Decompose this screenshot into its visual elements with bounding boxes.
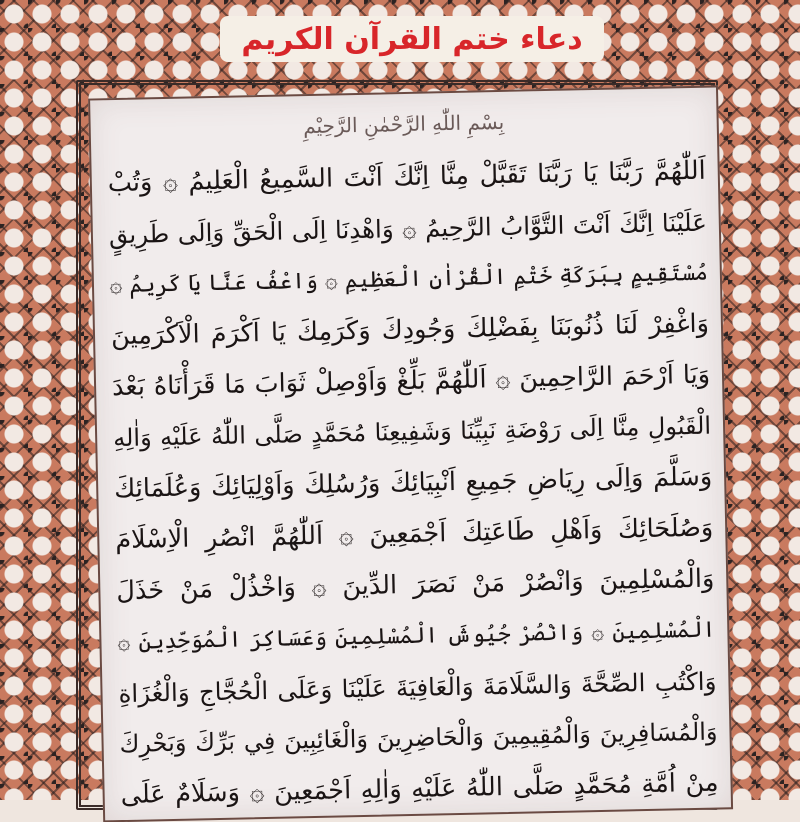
prayer-page	[88, 85, 733, 822]
basmala: بِسْمِ اللّٰهِ الرَّحْمٰنِ الرَّحِيْمِ	[302, 109, 505, 139]
prayer-line: اَللّٰهُمَّ رَبَّنَا يَا رَبَّنَا تَقَبَّلْ مِنَّا اِنَّكَ اَنْتَ السَّمِيعُ الْعَلِيمُ ۞ وَتُبْ	[107, 155, 707, 199]
prayer-line: وَيَا اَرْحَمَ الرَّاحِمِينَ ۞ اَللّٰهُمَّ بَلِّغْ وَاَوْصِلْ ثَوَابَ مَا قَرَأْنَاهُ بَعْدَ	[111, 359, 711, 403]
prayer-line: مُسْتَقِيمٍ بِبَرَكَةِ خَتْمِ الْقُرْاٰنِ الْعَظِيمِ ۞ وَاعْفُ عَنَّا يَا كَرِيمُ ۞	[109, 260, 709, 299]
prayer-line: وَالْمُسَافِرِينَ وَالْمُقِيمِينَ وَالْحَاضِرِينَ وَالْغَائِبِينَ فِي بَرِّكَ وَبَحْرِكَ	[119, 717, 718, 759]
prayer-text	[107, 146, 719, 821]
prayer-line: وَالْمُسْلِمِينَ وَانْصُرْ مَنْ نَصَرَ الدِّينَ ۞ وَاخْذُلْ مَنْ خَذَلَ	[116, 563, 715, 607]
prayer-line: وَاكْتُبِ الصِّحَّةَ وَالسَّلَامَةَ وَالْعَافِيَةَ عَلَيْنَا وَعَلَى الْحُجَّاجِ وَالْغُزَاةِ	[118, 666, 717, 709]
prayer-line: الْمُسْلِمِينَ ۞ وَانْصُرْ جُيُوشَ الْمُسْلِمِينَ وَعَسَاكِرَ الْمُوَحِّدِينَ ۞	[117, 617, 716, 656]
prayer-line: الْقَبُولِ مِنَّا اِلَى رَوْضَةِ نَبِيِّنَا وَشَفِيعِنَا مُحَمَّدٍ صَلَّى اللّٰهُ عَلَيْهِ وَاٰلِهِ	[112, 411, 712, 453]
prayer-line: وَسَلَّمَ وَاِلَى رِيَاضِ جَمِيعِ اَنْبِيَائِكَ وَرُسُلِكَ وَاَوْلِيَائِكَ وَعُلَمَائِكَ	[113, 461, 713, 505]
prayer-line: مِنْ اُمَّةِ مُحَمَّدٍ صَلَّى اللّٰهُ عَلَيْهِ وَاٰلِهِ اَجْمَعِينَ ۞ وَسَلَامٌ عَلَى	[120, 767, 719, 811]
prayer-line: وَاغْفِرْ لَنَا ذُنُوبَنَا بِفَضْلِكَ وَجُودِكَ وَكَرَمِكَ يَا اَكْرَمَ الْاَكْرَمِينَ	[110, 308, 710, 352]
title-banner	[220, 16, 604, 62]
prayer-line: وَصُلَحَائِكَ وَاَهْلِ طَاعَتِكَ اَجْمَعِينَ ۞ اَللّٰهُمَّ انْصُرِ الْاِسْلَامَ	[115, 512, 714, 556]
prayer-line: عَلَيْنَا اِنَّكَ اَنْتَ التَّوَّابُ الرَّحِيمُ ۞ وَاهْدِنَا اِلَى الْحَقِّ وَاِلَى طَرِيقٍ	[108, 207, 708, 250]
page-title: دعاء ختم القرآن الكريم	[241, 21, 583, 57]
